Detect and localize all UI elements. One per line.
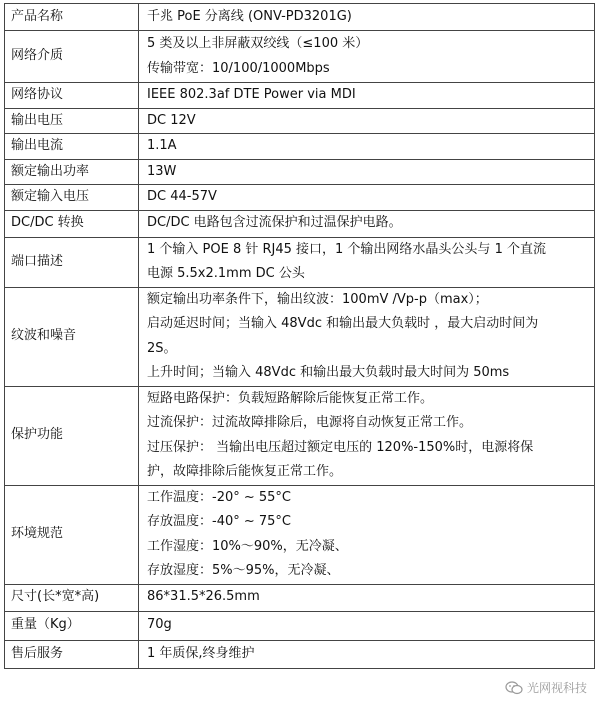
spec-row [5,31,595,83]
spec-value [139,237,595,287]
spec-row [5,485,595,584]
spec-value [139,611,595,640]
spec-value-line: 上升时间；当输入 48Vdc 和输出最大负载时最大时间为 50ms [147,365,510,380]
spec-value-line: 过流保护：过流故障排除后，电源将自动恢复正常工作。 [147,415,473,430]
spec-value-line: 86*31.5*26.5mm [147,589,260,605]
spec-value [139,584,595,611]
spec-row [5,386,595,485]
spec-label: 重量（Kg） [5,611,139,640]
spec-label: 保护功能 [5,386,139,485]
spec-row [5,210,595,237]
spec-row [5,185,595,211]
spec-row [5,611,595,640]
spec-value [139,210,595,237]
spec-value [139,386,595,485]
spec-label: DC/DC 转换 [5,210,139,237]
spec-value-line: 电源 5.5x2.1mm DC 公头 [147,266,305,281]
spec-label: 纹波和噪音 [5,287,139,386]
watermark-text: 光网视科技 [526,681,587,695]
spec-table-body [5,4,595,669]
spec-value-line: 存放温度：-40° ~ 75°C [147,514,292,529]
spec-value-line: 工作温度：-20° ~ 55°C [147,489,292,505]
spec-label: 网络协议 [5,83,139,109]
spec-row [5,287,595,386]
spec-value [139,134,595,160]
spec-value-line: 额定输出功率条件下，输出纹波：100mV /Vp-p（max）； [147,291,488,307]
spec-value-line: DC 12V [147,112,196,128]
spec-row [5,108,595,134]
spec-value-line: 短路电路保护：负载短路解除后能恢复正常工作。 [147,390,434,406]
spec-value-line: 过压保护： 当输出电压超过额定电压的 120%-150%时，电源将保 [147,439,534,455]
spec-label: 售后服务 [5,640,139,668]
spec-value-line: 工作湿度：10%～90%，无冷凝、 [147,538,348,554]
spec-value [139,83,595,109]
spec-value-line: 存放湿度：5%～95%，无冷凝、 [147,563,340,578]
spec-table [4,3,595,669]
spec-value [139,108,595,134]
spec-value-line: 千兆 PoE 分离线 (ONV-PD3201G) [147,8,352,24]
spec-value-line: IEEE 802.3af DTE Power via MDI [147,87,356,102]
spec-row [5,584,595,611]
spec-label: 输出电压 [5,108,139,134]
spec-value [139,640,595,668]
spec-value [139,31,595,83]
spec-label: 端口描述 [5,237,139,287]
spec-value-line: 2S。 [147,340,177,356]
spec-label: 网络介质 [5,31,139,83]
spec-value [139,287,595,386]
spec-value-line: 13W [147,163,177,179]
spec-value-line: 70g [147,617,172,633]
spec-row [5,4,595,31]
spec-value-line: 护，故障排除后能恢复正常工作。 [147,464,343,479]
spec-row [5,237,595,287]
spec-label: 输出电流 [5,134,139,160]
spec-label: 尺寸(长*宽*高) [5,584,139,611]
spec-value-line: DC/DC 电路包含过流保护和过温保护电路。 [147,215,402,231]
spec-row [5,134,595,160]
spec-value-line: 5 类及以上非屏蔽双绞线（≤100 米） [147,36,369,51]
spec-value-line: 1 个输入 POE 8 针 RJ45 接口，1 个输出网络水晶头公头与 1 个直流 [147,241,546,257]
watermark [505,679,587,696]
spec-value-line: 1.1A [147,138,177,153]
spec-value-line: 传输带宽：10/100/1000Mbps [147,60,330,76]
spec-value [139,185,595,211]
spec-row [5,159,595,185]
spec-value-line: DC 44-57V [147,189,217,204]
spec-label: 产品名称 [5,4,139,31]
spec-label: 环境规范 [5,485,139,584]
spec-row [5,640,595,668]
spec-label: 额定输出功率 [5,159,139,185]
spec-value [139,159,595,185]
spec-value-line: 1 年质保,终身维护 [147,645,255,661]
spec-value [139,485,595,584]
spec-value-line: 启动延迟时间；当输入 48Vdc 和输出最大负载时 ，最大启动时间为 [147,316,539,331]
spec-value [139,4,595,31]
spec-row [5,83,595,109]
spec-label: 额定输入电压 [5,185,139,211]
wechat-icon [505,681,523,695]
